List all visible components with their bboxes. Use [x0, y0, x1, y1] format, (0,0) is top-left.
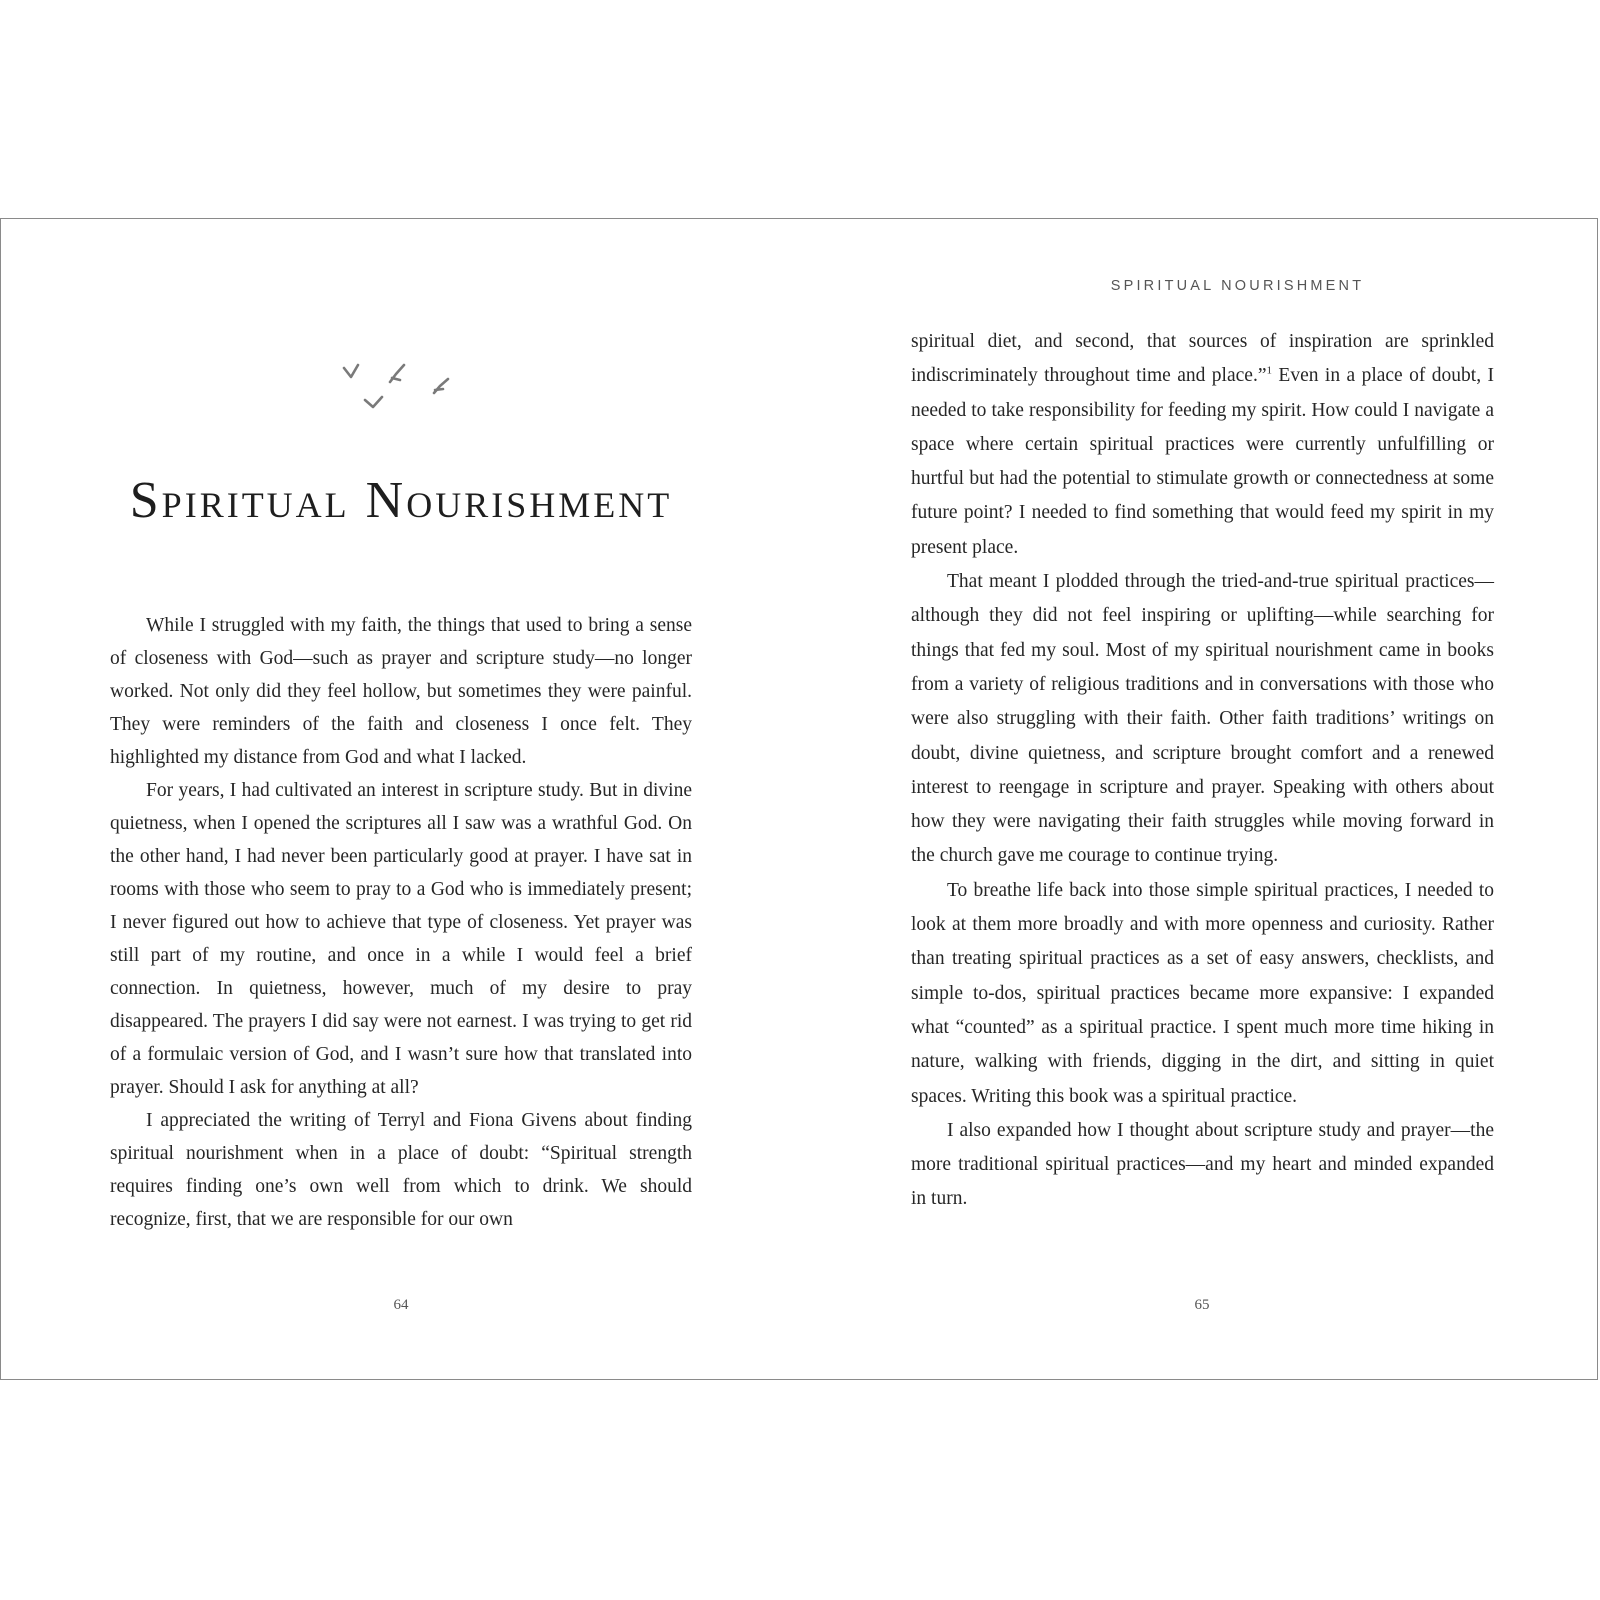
page-number-right: 65: [1194, 1297, 1210, 1313]
running-head: SPIRITUAL NOURISHMENT: [1110, 278, 1365, 294]
book-spread: [0, 218, 1598, 1380]
paragraph: I appreciated the writing of Terryl and Fiona Givens about finding spiritual nourishment when in a place of doubt: “Spiritual strength requires finding one’s own well from which to drink. We should recognize, first, that we are responsible for our own: [110, 1110, 692, 1230]
quote-continuation: spiritual diet, and second, that sources of inspiration are sprinkled indiscriminately throughout time and place.”: [911, 331, 1494, 387]
left-page: [1, 219, 801, 1379]
page-number-left: 64: [393, 1297, 409, 1313]
right-page: [801, 219, 1599, 1379]
paragraph: For years, I had cultivated an interest in scripture study. But in divine quietness, when I opened the scriptures all I saw was a wrathful God. On the other hand, I had never been particularly good at prayer. I have sat in rooms with those who seem to pray to a God who is immediately present; I never figured out how to achieve that type of closeness. Yet prayer was still part of my routine, and once in a while I would feel a brief connection. In quietness, however, much of my desire to pray disappeared. The prayers I did say were not earnest. I was trying to get rid of a formulaic version of God, and I wasn’t sure how that translated into prayer. Should I ask for anything at all?: [110, 780, 692, 1098]
footnote-marker[interactable]: 1: [1266, 364, 1272, 377]
right-page-body: [911, 325, 1494, 1217]
paragraph: I also expanded how I thought about scripture study and prayer—the more traditional spiritual practices—and my heart and minded expanded in turn.: [911, 1119, 1494, 1210]
paragraph: That meant I plodded through the tried-and-true spiritual practices—although they did not feel inspiring or uplifting—while searching for things that fed my soul. Most of my spiritual nourishment came in books from a variety of religious traditions and in conversations with those who were also struggling with their faith. Other faith traditions’ writings on doubt, divine quietness, and scripture brought comfort and a renewed interest to reengage in scripture and prayer. Speaking with others about how they were navigating their faith struggles while moving forward in the church gave me courage to continue trying.: [911, 571, 1494, 867]
left-page-body: [110, 609, 692, 1236]
chapter-title: Spiritual Nourishment: [129, 472, 673, 529]
flying-birds-icon: [338, 362, 468, 412]
paragraph: To breathe life back into those simple spiritual practices, I needed to look at them more broadly and with more openness and curiosity. Rather than treating spiritual practices as a set of easy answers, checklists, and simple to-dos, spiritual practices became more expansive: I expanded what “counted” as a spiritual practice. I spent much more time hiking in nature, walking with friends, digging in the dirt, and sitting in quiet spaces. Writing this book was a spiritual practice.: [911, 879, 1494, 1107]
continuation-text: Even in a place of doubt, I needed to take responsibility for feeding my spirit. How could I navigate a space where certain spiritual practices were currently unfulfilling or hurtful but had the potential to stimulate growth or connectedness at some future point? I needed to find something that would feed my spirit in my present place.: [911, 365, 1494, 558]
continuation-paragraph: [911, 325, 1494, 565]
paragraph: While I struggled with my faith, the things that used to bring a sense of closeness with God—such as prayer and scripture study—no longer worked. Not only did they feel hollow, but sometimes they were painful. They were reminders of the faith and closeness I once felt. They highlighted my distance from God and what I lacked.: [110, 615, 692, 768]
